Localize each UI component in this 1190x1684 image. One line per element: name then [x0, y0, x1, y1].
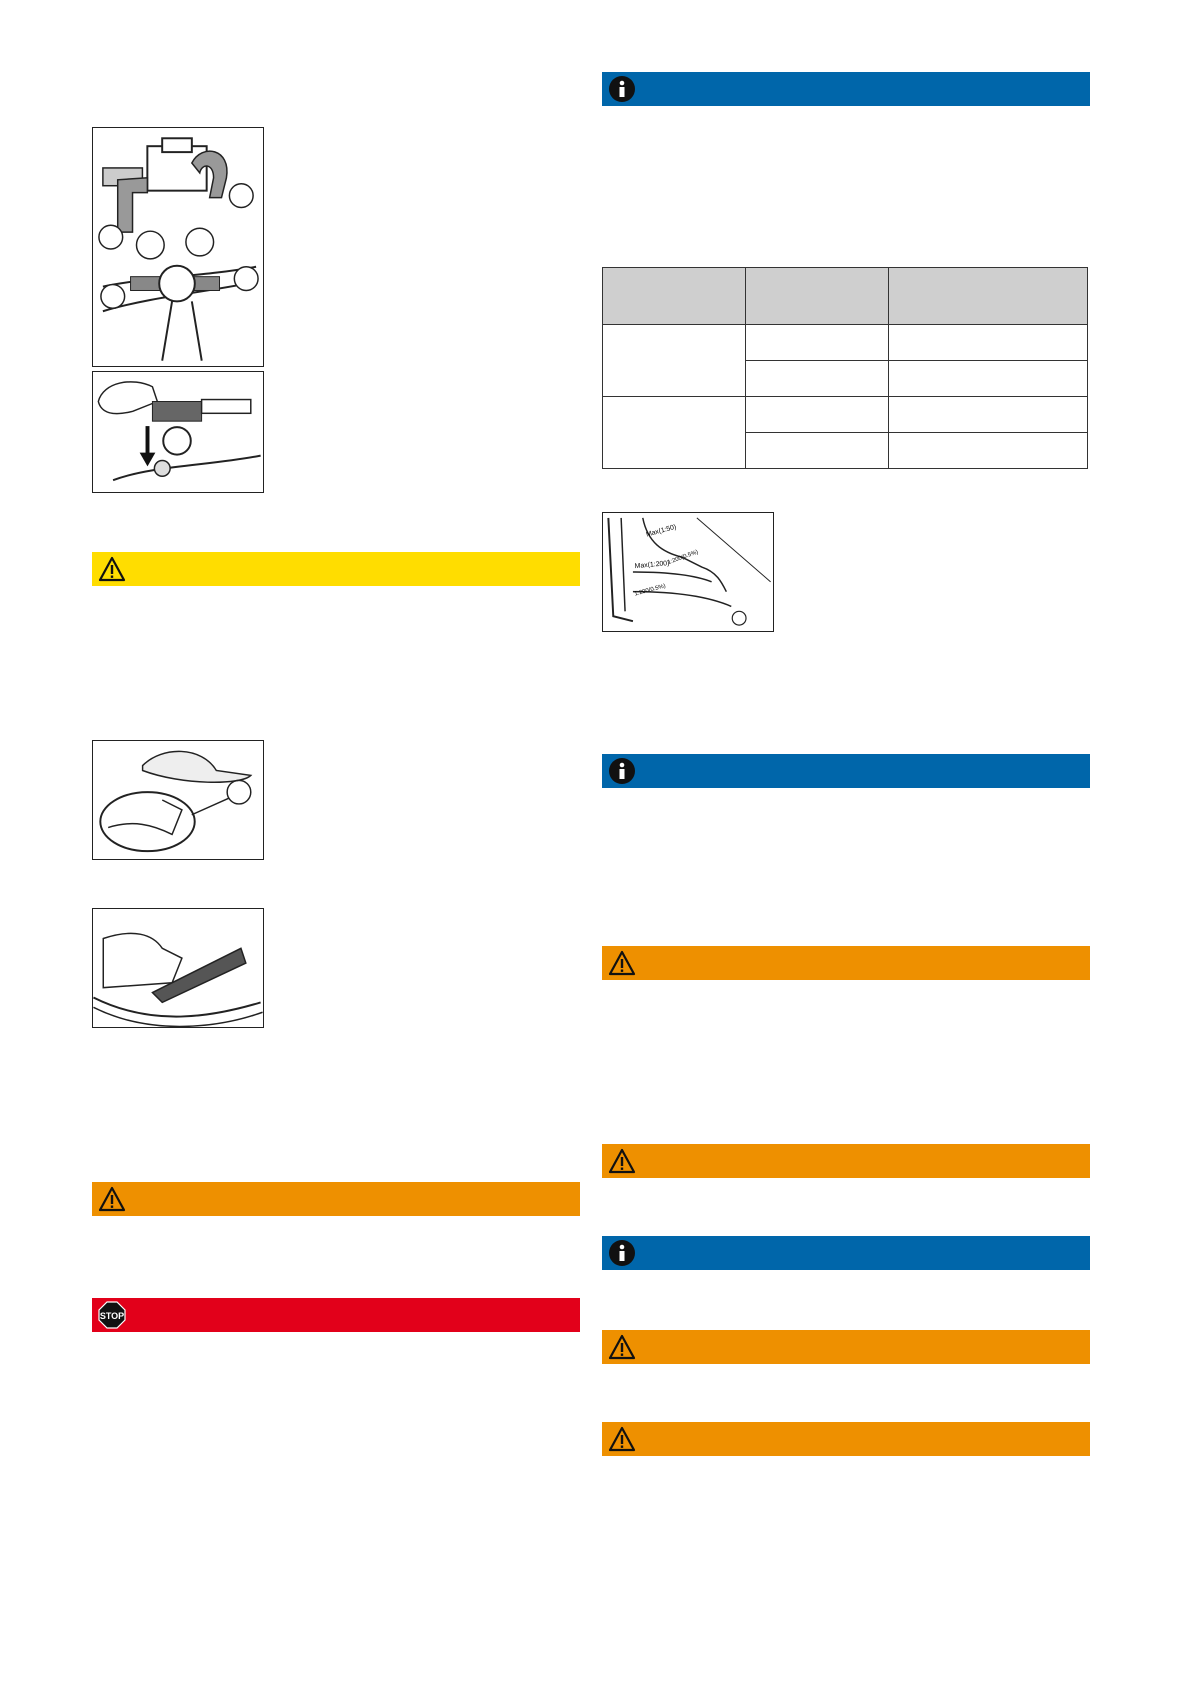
info-banner	[602, 754, 1090, 788]
tank-marks-figure	[602, 512, 774, 632]
table-row	[603, 325, 1088, 361]
table-header-row	[603, 268, 1088, 325]
table-cell	[603, 397, 746, 469]
warning-triangle-icon	[608, 1333, 636, 1361]
table-cell	[889, 361, 1088, 397]
caution-banner	[92, 552, 580, 586]
fill-mark-label: Max(1:200)	[634, 560, 670, 571]
table-header-cell	[889, 268, 1088, 325]
info-icon	[608, 1239, 636, 1267]
tank-fill-marks-drawing	[603, 513, 773, 631]
info-icon	[608, 757, 636, 785]
fill-mark-label: Max(1:50)	[645, 523, 678, 539]
warning-triangle-icon	[608, 949, 636, 977]
callout-circle	[99, 225, 123, 249]
squeegee-handle-drawing	[93, 909, 263, 1027]
danger-banner	[92, 1298, 580, 1332]
warning-banner	[602, 1422, 1090, 1456]
brush-unit-figure	[92, 127, 264, 367]
warning-banner	[92, 1182, 580, 1216]
fill-mark-label: 1:200(0.5%)	[666, 549, 700, 567]
pressing-lever-figure	[92, 371, 264, 493]
table-header-cell	[603, 268, 746, 325]
callout-circle	[234, 267, 258, 291]
brush-unit-release-drawing	[93, 128, 263, 366]
callout-circle	[229, 184, 253, 208]
table-row	[603, 397, 1088, 433]
info-banner	[602, 72, 1090, 106]
warning-triangle-icon	[98, 555, 126, 583]
info-icon	[608, 75, 636, 103]
table-header-cell	[746, 268, 889, 325]
warning-triangle-icon	[608, 1425, 636, 1453]
table-cell	[889, 397, 1088, 433]
table-cell	[746, 433, 889, 469]
table-cell	[746, 361, 889, 397]
stop-icon	[98, 1301, 126, 1329]
squeegee-detail-figure	[92, 740, 264, 860]
table-cell	[746, 325, 889, 361]
warning-banner	[602, 1144, 1090, 1178]
table-cell	[889, 325, 1088, 361]
warning-triangle-icon	[98, 1185, 126, 1213]
pressing-lever-drawing	[93, 372, 263, 492]
callout-circle	[101, 285, 125, 309]
warning-triangle-icon	[608, 1147, 636, 1175]
squeegee-detail-drawing	[93, 741, 263, 859]
stop-icon-text: STOP	[99, 1311, 125, 1321]
info-banner	[602, 1236, 1090, 1270]
squeegee-handle-figure	[92, 908, 264, 1028]
fill-mark-label: 1:200(0.5%)	[633, 583, 667, 598]
table-cell	[746, 397, 889, 433]
table-cell	[603, 325, 746, 397]
dosing-table	[602, 267, 1088, 469]
table-cell	[889, 433, 1088, 469]
warning-banner	[602, 946, 1090, 980]
warning-banner	[602, 1330, 1090, 1364]
